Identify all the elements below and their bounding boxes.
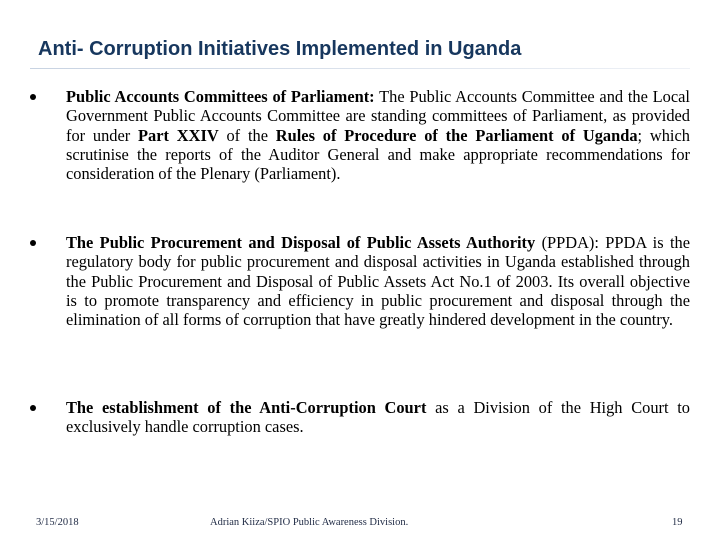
slide-number: 19 — [672, 517, 683, 528]
bullet-text — [66, 398, 690, 437]
bullet-lead: The establishment of the Anti-Corruption Court — [66, 398, 427, 417]
bullet-body: ; which scrutinise the reports of the Auditor General and make appropriate recommendations for consideration of the Plenary (Parliament). — [66, 125, 690, 184]
bullet-dot-icon — [30, 94, 36, 100]
title-divider — [30, 68, 690, 69]
bullet-body: of the — [218, 125, 276, 145]
bullet-emphasis: Rules of Procedure of the Parliament of Uganda — [275, 125, 638, 145]
bullet-body: (PPDA): PPDA is the regulatory body for public procurement and disposal activities in Uganda established through the Public Procurement and Disposal of Public Assets Act No.1 of 2003. Its overall objective is to promote transparency and efficiency in public procurement and disposal through the elimination of all forms of corruption that have greatly hindered development in the country. — [66, 233, 690, 330]
bullet-text — [66, 233, 690, 329]
bullet-dot-icon — [30, 240, 36, 246]
bullet-body: as a Division of the High Court to exclusively handle corruption cases. — [66, 398, 690, 437]
bullet-emphasis: Part XXIV — [138, 125, 219, 145]
bullet-dot-icon — [30, 405, 36, 411]
bullet-lead: Public Accounts Committees of Parliament: — [66, 87, 375, 106]
footer-date: 3/15/2018 — [36, 517, 79, 528]
bullet-text — [66, 87, 690, 183]
footer-author: Adrian Kiiza/SPIO Public Awareness Division. — [210, 517, 409, 528]
bullet-lead: The Public Procurement and Disposal of Public Assets Authority — [66, 233, 536, 252]
bullet-body: The Public Accounts Committee and the Local Government Public Accounts Committee are standing committees of Parliament, as provided for under — [66, 87, 690, 145]
slide-title: Anti- Corruption Initiatives Implemented in Uganda — [38, 38, 522, 60]
